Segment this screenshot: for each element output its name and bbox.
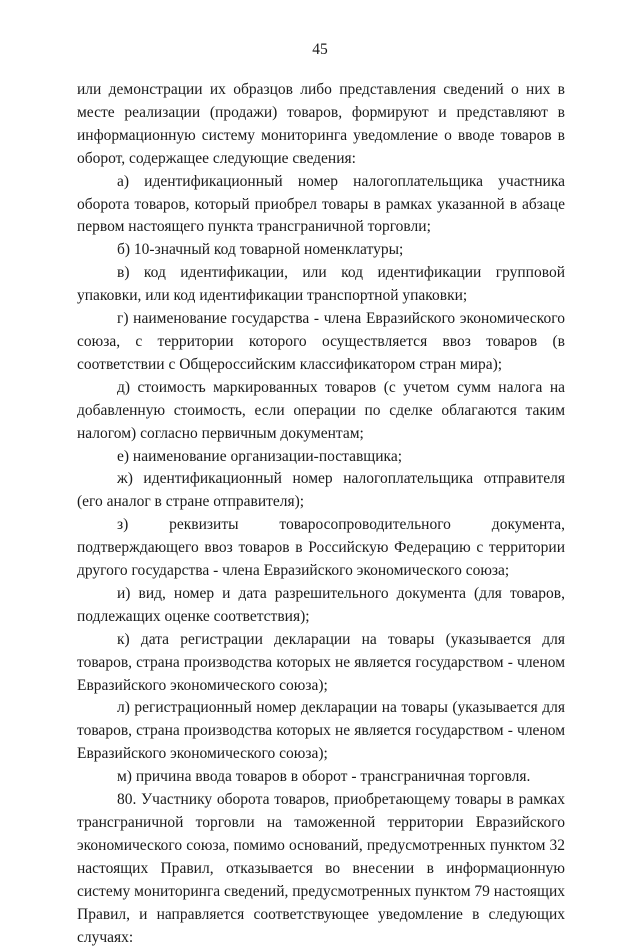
paragraph-item-z: з) реквизиты товаросопроводительного документа, подтверждающего ввоз товаров в Российскую Федерацию с территории другого государства - члена Евразийского экономического союза; <box>77 516 565 580</box>
document-body <box>77 79 565 949</box>
paragraph-item-e: е) наименование организации-поставщика; <box>117 447 403 465</box>
paragraph-item-d: д) стоимость маркированных товаров (с учетом сумм налога на добавленную стоимость, если операции по сделке облагаются таким налогом) согласно первичным документам; <box>77 378 565 442</box>
paragraph-item-g: г) наименование государства - члена Евразийского экономического союза, с территории которого осуществляется ввоз товаров (в соответствии с Общероссийским классификатором стран мира); <box>77 310 565 373</box>
paragraph-item-zh: ж) идентификационный номер налогоплательщика отправителя (его аналог в стране отправителя); <box>77 470 565 511</box>
paragraph-item-k: к) дата регистрации декларации на товары (указывается для товаров, страна производства которых не является государством - членом Евразийского экономического союза); <box>77 630 565 694</box>
paragraph-continuation: или демонстрации их образцов либо представления сведений о них в месте реализации (продажи) товаров, формируют и представляют в информационную систему мониторинга уведомление о вводе товаров в оборот, содержащее следующие сведения: <box>77 81 565 167</box>
paragraph-item-v: в) код идентификации, или код идентификации групповой упаковки, или код идентификации транспортной упаковки; <box>77 264 565 305</box>
paragraph-item-a: а) идентификационный номер налогоплательщика участника оборота товаров, который приобрел товары в рамках указанной в абзаце первом настоящего пункта трансграничной торговли; <box>77 172 565 236</box>
paragraph-item-b: б) 10-значный код товарной номенклатуры; <box>117 241 404 259</box>
paragraph-clause-80: 80. Участнику оборота товаров, приобретающему товары в рамках трансграничной торговли на таможенной территории Евразийского экономического союза, помимо оснований, предусмотренных пунктом 32 настоящих Правил, отказывается во внесении в информационную систему мониторинга сведений, предусмотренных пунктом 79 настоящих Правил, и направляется соответствующее уведомление в следующих случаях: <box>77 791 565 946</box>
paragraph-item-m: м) причина ввода товаров в оборот - трансграничная торговля. <box>117 768 531 786</box>
paragraph-item-i: и) вид, номер и дата разрешительного документа (для товаров, подлежащих оценке соответствия); <box>77 584 565 625</box>
paragraph-item-l: л) регистрационный номер декларации на товары (указывается для товаров, страна производства которых не является государством - членом Евразийского экономического союза); <box>77 699 565 763</box>
page-number: 45 <box>312 41 328 58</box>
